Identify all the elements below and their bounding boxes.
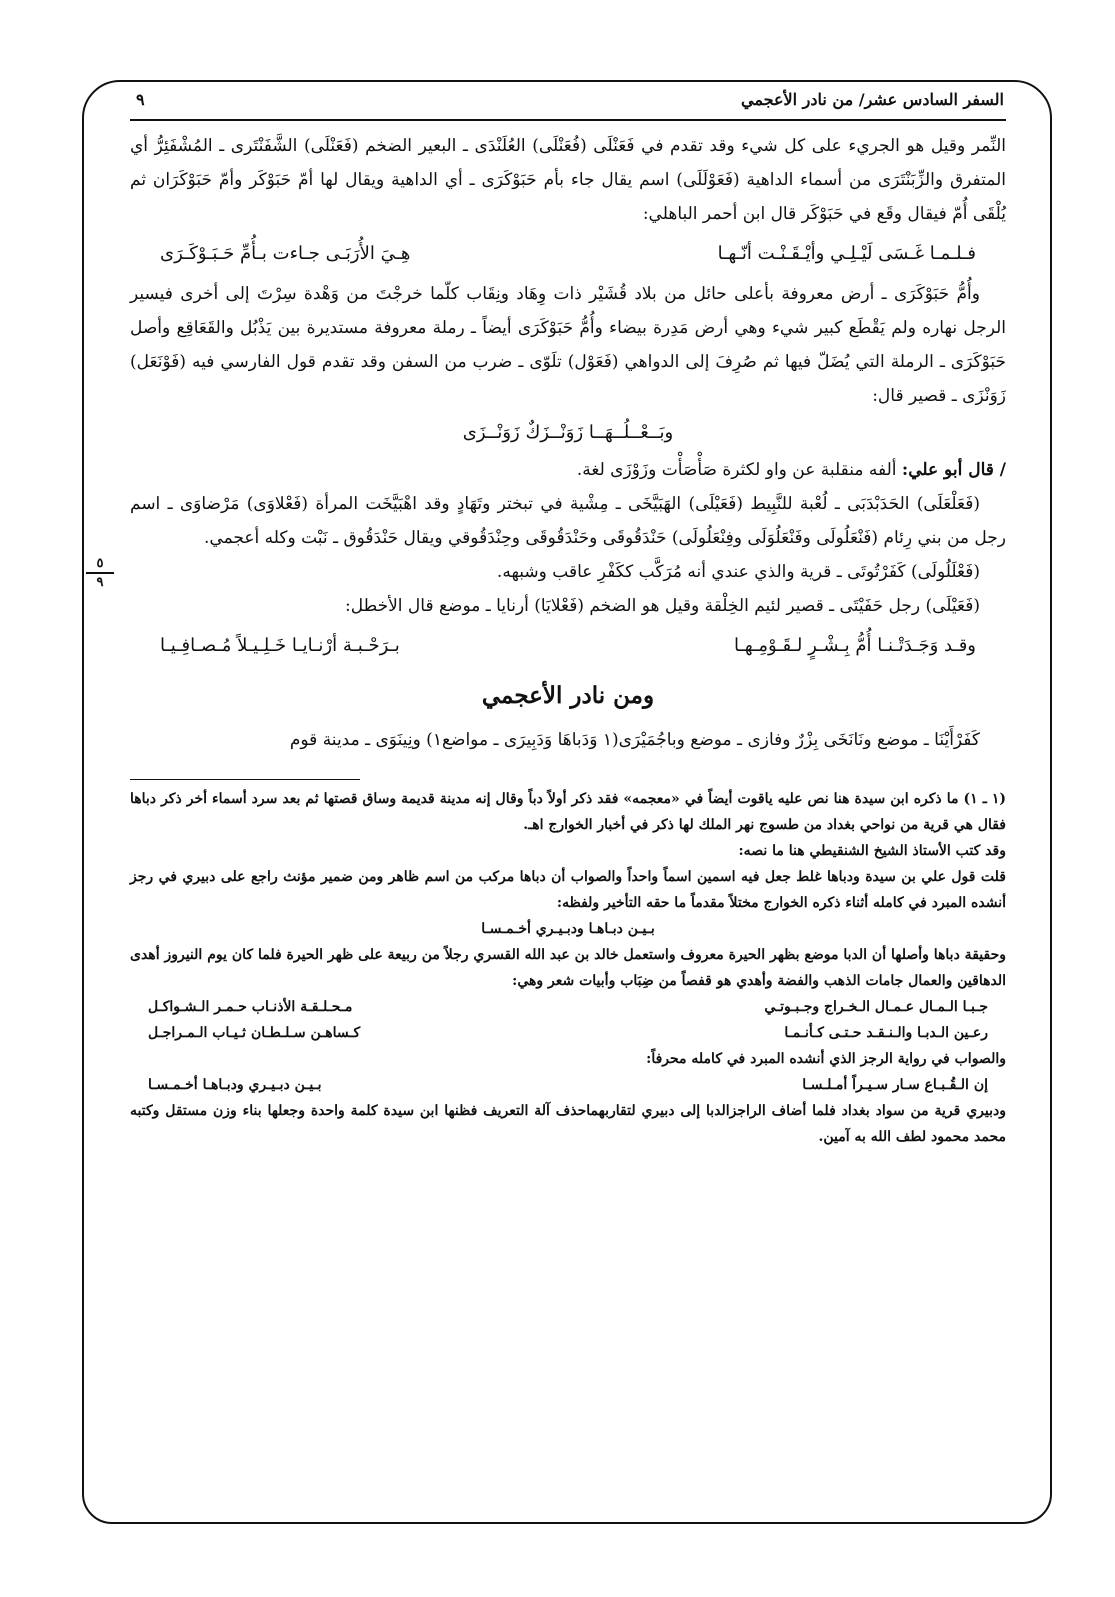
section-title: ومن نادر الأعجمي [481,682,655,709]
paragraph: وأُمُّ حَبَوْكَرَى ـ أرض معروفة بأعلى حائل من بلاد قُشَيْر ذات وِهَاد ونِقَاب كلّما خرجْتَ من وَهْدة سِرْتَ إلى أخرى فيسير الرجل نهاره ولم يَقْطَع كبير شيء وهي أرض مَدِرة بيضاء وأُمُّ حَبَوْكَرَى أيضاً ـ رملة معروفة مستديرة بين يَذْبُل والقَعَاقِع وأصل حَبَوْكَرَى ـ الرملة التي يُضَلّ فيها ثم صُرِفَ إلى الدواهي (فَعَوْل) تلَوّى ـ ضرب من السفن وقد تقدم قول الفارسي فيه (فَوْنَعَل) زَوَنْزَى ـ قصير قال: [130,284,1006,406]
verse-hemistich-right: فـلـمـا غَـسَى لَيْـلِـي وأيْـقَـنْـت أنّـهـا [717,243,976,264]
footnote-paragraph: وحقيقة دباها وأصلها أن الدبا موضع بظهر الحيرة معروف واستعمل خالد بن عبد الله القسري رجلاً من ربيعة على ظهر الحيرة فلما كان يوم النيروز أهدى الدهاقين والعمال جامات الذهب والفضة وأهدي هو قفصاً من ضِبَاب وأبيات شعر وهي: [130,947,1006,989]
page-content [130,86,1006,1150]
margin-mark-bottom: ٩ [96,575,104,590]
footnote-verse [130,1020,1006,1046]
paragraph: كَفَرْأَيْنَا ـ موضع ونَانَخَى بِزْرٌ وفازى ـ موضع وباجُمَيْرَى(١ وَدَباهَا وَدَبِيرَى ـ مواضع١) ونِينَوَى ـ مدينة قوم [289,730,980,750]
verse-hemistich-right: رعـين الـدبـا والـنـقـد حـتـى كـأنـمـا [784,1025,988,1041]
verse-hemistich-left: بـيـن دبـيـري ودبـاهـا أخـمـسـا [148,1077,322,1093]
verse-hemistich-left: مـحـلـقـة الأذنـاب حـمـر الـشـواكـل [148,999,353,1015]
page-header [130,86,1006,121]
paragraph: النِّمر وقيل هو الجريء على كل شيء وقد تقدم في فَعَنْلَى (فُعَنْلَى) العُلَنْدَى ـ البعير الضخم (فَعَنْلَى) الشَّفَنْتَرى ـ المُشْفَئِرُّ أي المتفرق والزِّبَنْتَرَى من أسماء الداهية (فَعَوْلَلَى) اسم يقال جاء بأم حَبَوْكَرَى ـ أي الداهية ويقال لها أمّ حَبَوْكَر وأمّ حَبَوْكَرَان ثم يُلْقَى أُمّ فيقال وقَع في حَبَوْكَر قال ابن أحمر الباهلي: [130,136,1006,224]
footnote-verse: بـيـن دبـاهـا ودبـيـري أخـمـسـا [481,921,655,937]
verse-hemistich-left: كـساهـن سـلـطـان ثـيـاب الـمـراجـل [148,1025,361,1041]
paragraph: (فَعَلْعَلَى) الحَدَبْدَبَى ـ لُعْبة للنَّبِيط (فَعَيْلَى) الهَبَيَّخَى ـ مِشْية في تبختر وتَهَادٍ وقد اهْبَيَّخَت المرأة (فَعْلاوَى) مَرْضاوَى ـ اسم رجل من بني رِئام (فَنْعَلُولَى وفَنْعَلُوَلَى وفِنْعَلُولَى) حَنْدَقُوقَى وحَنْدَقُوقَى وحِنْدَقُوقي ويقال حَنْدَقُوق ـ نَبْت وكله أعجمي. [130,494,1006,548]
footnote-paragraph: ودبيري قرية من سواد بغداد فلما أضاف الراجزالدبا إلى دبيري لتقاربهماحذف آلة التعريف فظنها ابن سيدة كلمة واحدة وجعلها بناء وزن مستقل وكتبه محمد محمود لطف الله به آمين. [130,1103,1006,1145]
verse-hemistich-right: وقـد وَجَـدَتْـنـا أُمُّ بِـشْـرٍ لـقَـوْمِـهـا [733,635,976,656]
verse-hemistich-right: إن الـقُـبـاع سـار سـيـراً أمـلـسـا [802,1077,988,1093]
footnote-paragraph: والصواب في رواية الرجز الذي أنشده المبرد في كامله محرفاً: [646,1051,1006,1067]
margin-mark-top: ٥ [96,556,104,571]
footnote-paragraph: قلت قول علي بن سيدة ودباها غلط جعل فيه اسمين اسماً واحداً والصواب أن دباها مركب من اسم ظاهر ومن ضمير مؤنث راجع على دبيري في رجز أنشده المبرد في كامله أثناء ذكره الخوارج مختلاً مقدماً ما حقه التأخير ولفظه: [130,869,1006,911]
footnote-paragraph: (١ ـ ١) ما ذكره ابن سيدة هنا نص عليه ياقوت أيضاً في «معجمه» فقد ذكر أولاً دباً وقال إنه مدينة قديمة وساق قصتها ثم بعد سرد أسماء أخر ذكر دباها فقال هي قرية من نواحي بغداد من طسوج نهر الملك لها ذكر في أخبار الخوارج اهـ. [130,791,1006,833]
paragraph: (فَعَيْلَى) رجل حَفَيْتَى ـ قصير لئيم الخِلْقة وقيل هو الضخم (فَعْلايَا) أرنايا ـ موضع قال الأخطل: [345,596,980,616]
verse-line [130,623,1006,669]
header-title: السفر السادس عشر/ من نادر الأعجمي [741,90,1004,109]
footnote-divider [130,779,360,780]
paragraph-marker: / قال أبو علي: [901,460,1006,480]
margin-page-reference [82,556,118,590]
paragraph: (فَعْلَلُولَى) كَفَرْتُوتَى ـ قرية والذي عندي أنه مُرَكَّب ككَفْرِ عاقب وشبهه. [496,562,980,582]
verse-line: وبَــعْــلُــهَــا زَوَنْــزَكٌ زَوَنْــزَى [462,422,674,443]
verse-hemistich-left: هِـيَ الأُرَبَـى جـاءت بـأُمِّ حَـبَـوْكَـرَى [160,243,411,264]
footnote-verse [130,994,1006,1020]
page-number: ٩ [136,90,145,109]
footnote-paragraph: وقد كتب الأستاذ الشيخ الشنقيطي هنا ما نصه: [738,843,1006,859]
main-text [130,129,1006,757]
verse-hemistich-left: بـرَحْـبـة أرْنـايـا خَـلِـيـلاً مُـصـافِـيـا [160,635,400,656]
verse-hemistich-right: جـبـا الـمـال عـمـال الـخـراج وجـبـوتـي [764,999,988,1015]
paragraph-text: ألفه منقلبة عن واو لكثرة صَأْصَأْت وزَوْزَى لغة. [576,460,897,480]
footnote-verse [130,1072,1006,1098]
verse-line [130,231,1006,277]
footnotes [130,786,1006,1150]
paragraph [130,453,1006,487]
margin-mark-bar [86,572,114,574]
